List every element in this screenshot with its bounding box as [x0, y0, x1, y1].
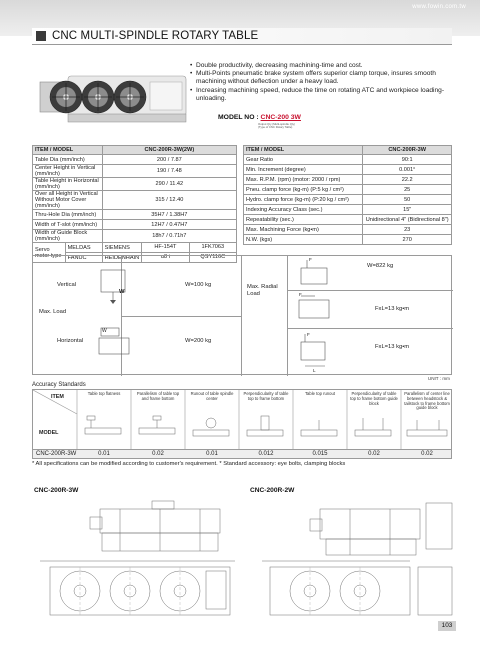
load-divider: [287, 256, 288, 376]
servo-brand: SIEMENS: [102, 243, 142, 253]
accuracy-value: 0.01: [98, 451, 110, 457]
header-model: CNC-200R-3W(2W): [102, 146, 236, 155]
row-item: Indexing Accuracy Class (sec.): [244, 205, 363, 215]
feature-list: [190, 62, 452, 103]
row-item: Min. Increment (degree): [244, 165, 363, 175]
row-value: 18h7 / 0.71h7: [102, 230, 236, 243]
model-legend-line2: (Type of CNC Rotary Table): [258, 125, 293, 130]
servo-brand: FANUC: [65, 253, 102, 263]
row-item: Width of Guide Block (mm/inch): [33, 230, 103, 243]
header-model: CNC-200R-3W: [363, 146, 452, 155]
vertical-label: Vertical: [57, 282, 77, 288]
row-value: 90:1: [363, 155, 452, 165]
accuracy-header: Table top runout: [304, 391, 336, 396]
accuracy-value: 0.012: [258, 451, 274, 457]
force-mark: F: [299, 292, 302, 297]
accuracy-header: Parallelism of table top and frame bottom: [136, 391, 180, 401]
load-divider: [121, 316, 241, 317]
row-value: 22.2: [363, 175, 452, 185]
table-row: [33, 165, 237, 178]
load-divider: [287, 290, 453, 291]
technical-drawings: [30, 497, 454, 617]
header-item: ITEM / MODEL: [244, 146, 363, 155]
table-header-row: [33, 146, 237, 155]
row-value: 0.001°: [363, 165, 452, 175]
row-value: 200 / 7.87: [102, 155, 236, 165]
feature-item: • Multi-Points pneumatic brake system offers superior clamp torque, insures smooth machining without deflection under a heavy load.: [190, 70, 452, 86]
max-load-section: [32, 255, 452, 375]
radial-load-label: Max. Radial Load: [247, 284, 278, 297]
servo-model: α8 i: [142, 253, 189, 262]
row-item: Max. Machining Force (kg•m): [244, 225, 363, 235]
moment-load-value-2: FxL=13 kg•m: [375, 344, 410, 350]
moment-load-value: FxL=13 kg•m: [375, 306, 410, 312]
feature-item: • Double productivity, decreasing machining-time and cost.: [190, 62, 452, 70]
row-value: 23: [363, 225, 452, 235]
unit-label: UNIT : mm: [427, 376, 450, 381]
feature-item: • Increasing machining speed, reduce the time on rotating ATC and workpiece loading-unloading.: [190, 87, 452, 103]
moment-load-sketch: [295, 292, 335, 326]
horizontal-load-value: W=200 kg: [185, 338, 212, 344]
accuracy-value: 0.02: [368, 451, 380, 457]
force-mark: F: [309, 257, 312, 262]
accuracy-value: 0.01: [206, 451, 218, 457]
row-item: Max. R.P.M. (rpm) (motor: 2000 / rpm): [244, 175, 363, 185]
table-row: [244, 175, 452, 185]
drawing-title-3w: CNC-200R-3W: [34, 487, 79, 494]
rotary-table-photo: [38, 62, 188, 132]
servo-row: [33, 243, 237, 253]
servo-brand: HEIDENHAIN: [102, 253, 142, 263]
table-row: [244, 205, 452, 215]
page-title: CNC MULTI-SPINDLE ROTARY TABLE: [52, 30, 259, 42]
servo-model: 1FK7063: [201, 244, 225, 250]
page-number: 103: [438, 621, 456, 631]
accuracy-value: 0.02: [152, 451, 164, 457]
row-item: Thru-Hole Dia (mm/inch): [33, 210, 103, 220]
table-row: [33, 178, 237, 191]
row-item: Table Height in Horizontal (mm/inch): [33, 178, 103, 191]
row-value: 315 / 12.40: [102, 191, 236, 210]
row-value: 190 / 7.48: [102, 165, 236, 178]
row-value: 35H7 / 1.38H7: [102, 210, 236, 220]
servo-models: [142, 243, 237, 253]
model-number-label: [218, 114, 301, 121]
accuracy-value: 0.015: [312, 451, 328, 457]
row-item: Hydro. clamp force (kg-m) (P:20 kg / cm²): [244, 195, 363, 205]
row-value: Unidirectional 4" (Bidirectional 8"): [363, 215, 452, 225]
table-row: [244, 215, 452, 225]
table-row: [244, 185, 452, 195]
accuracy-values-row: [32, 450, 452, 459]
accuracy-model-label: MODEL: [39, 430, 59, 436]
model-number-block: [218, 114, 338, 140]
accuracy-header: Perpendicularity of table top to frame bottom: [243, 391, 289, 401]
row-value: 15": [363, 205, 452, 215]
accuracy-model: CNC-200R-3W: [36, 451, 77, 457]
model-code: CNC-200 3W: [260, 114, 301, 121]
row-value: 270: [363, 235, 452, 245]
accuracy-table: [32, 389, 452, 450]
header-item: ITEM / MODEL: [33, 146, 103, 155]
row-item: Over all Height in Vertical Without Motor Cover (mm/inch): [33, 191, 103, 210]
row-value: 50: [363, 195, 452, 205]
weight-mark: W: [102, 328, 107, 334]
table-row: [244, 225, 452, 235]
accuracy-item-label: ITEM: [51, 394, 64, 400]
accuracy-value: 0.02: [421, 451, 433, 457]
row-value: 12H7 / 0.47H7: [102, 220, 236, 230]
table-row: [244, 155, 452, 165]
accuracy-title: Accuracy Standards: [32, 382, 86, 388]
spec-table-left: [32, 145, 237, 263]
accuracy-header: Table top flatness: [87, 391, 121, 396]
length-mark: L: [313, 368, 316, 373]
model-code-legend: [258, 123, 295, 129]
servo-model: HF-154T: [142, 243, 189, 252]
table-row: [33, 210, 237, 220]
vertical-load-sketch: [97, 266, 137, 306]
table-row: [33, 191, 237, 210]
spec-table-right: [243, 145, 452, 245]
servo-model: QSY116C: [200, 254, 226, 260]
row-value: 25: [363, 185, 452, 195]
spec-note: * All specifications can be modified according to customer's requirement. * Standard accessory: eye bolts, clamping blocks: [32, 461, 346, 467]
table-row: [244, 165, 452, 175]
table-row: [244, 195, 452, 205]
drawing-title-2w: CNC-200R-2W: [250, 487, 295, 494]
row-item: N.W. (kgs): [244, 235, 363, 245]
model-legend-line1: Output Qty (Multi-spindle Qty): [258, 122, 295, 126]
weight-mark: W: [119, 289, 125, 295]
load-divider: [241, 256, 242, 376]
table-header-row: [244, 146, 452, 155]
load-divider: [287, 328, 453, 329]
table-row: [244, 235, 452, 245]
row-item: Table Dia (mm/inch): [33, 155, 103, 165]
row-item: Gear Ratio: [244, 155, 363, 165]
horizontal-label: Horizontal: [57, 338, 84, 344]
radial-load-value: W=822 kg: [367, 263, 394, 269]
radial-load-sketch: [295, 258, 335, 288]
row-item: Pneu. clamp force (kg-m) (P:5 kg / cm²): [244, 185, 363, 195]
accuracy-header: Runout of table spindle center: [190, 391, 234, 401]
accuracy-header: Perpendicularity of table top to frame bottom guide block: [350, 391, 398, 406]
row-value: 290 / 11.42: [102, 178, 236, 191]
table-row: [33, 155, 237, 165]
servo-brand: MELDAS: [65, 243, 102, 253]
row-item: Width of T-slot (mm/inch): [33, 220, 103, 230]
table-row: [33, 230, 237, 243]
table-row: [33, 220, 237, 230]
servo-label: Servo motor type: [33, 243, 66, 263]
title-accent-square: [36, 31, 46, 41]
model-label-text: MODEL NO :: [218, 114, 259, 121]
website-url[interactable]: www.fowin.com.tw: [412, 4, 466, 10]
accuracy-header: Parallelism of center line between headstock & tailstock to frame bottom guide block: [404, 391, 450, 411]
vertical-load-value: W=100 kg: [185, 282, 212, 288]
row-item: Repeatability (sec.): [244, 215, 363, 225]
max-load-label: Max. Load: [39, 309, 67, 315]
force-mark: F: [307, 332, 310, 337]
row-item: Center Height in Vertical (mm/inch): [33, 165, 103, 178]
